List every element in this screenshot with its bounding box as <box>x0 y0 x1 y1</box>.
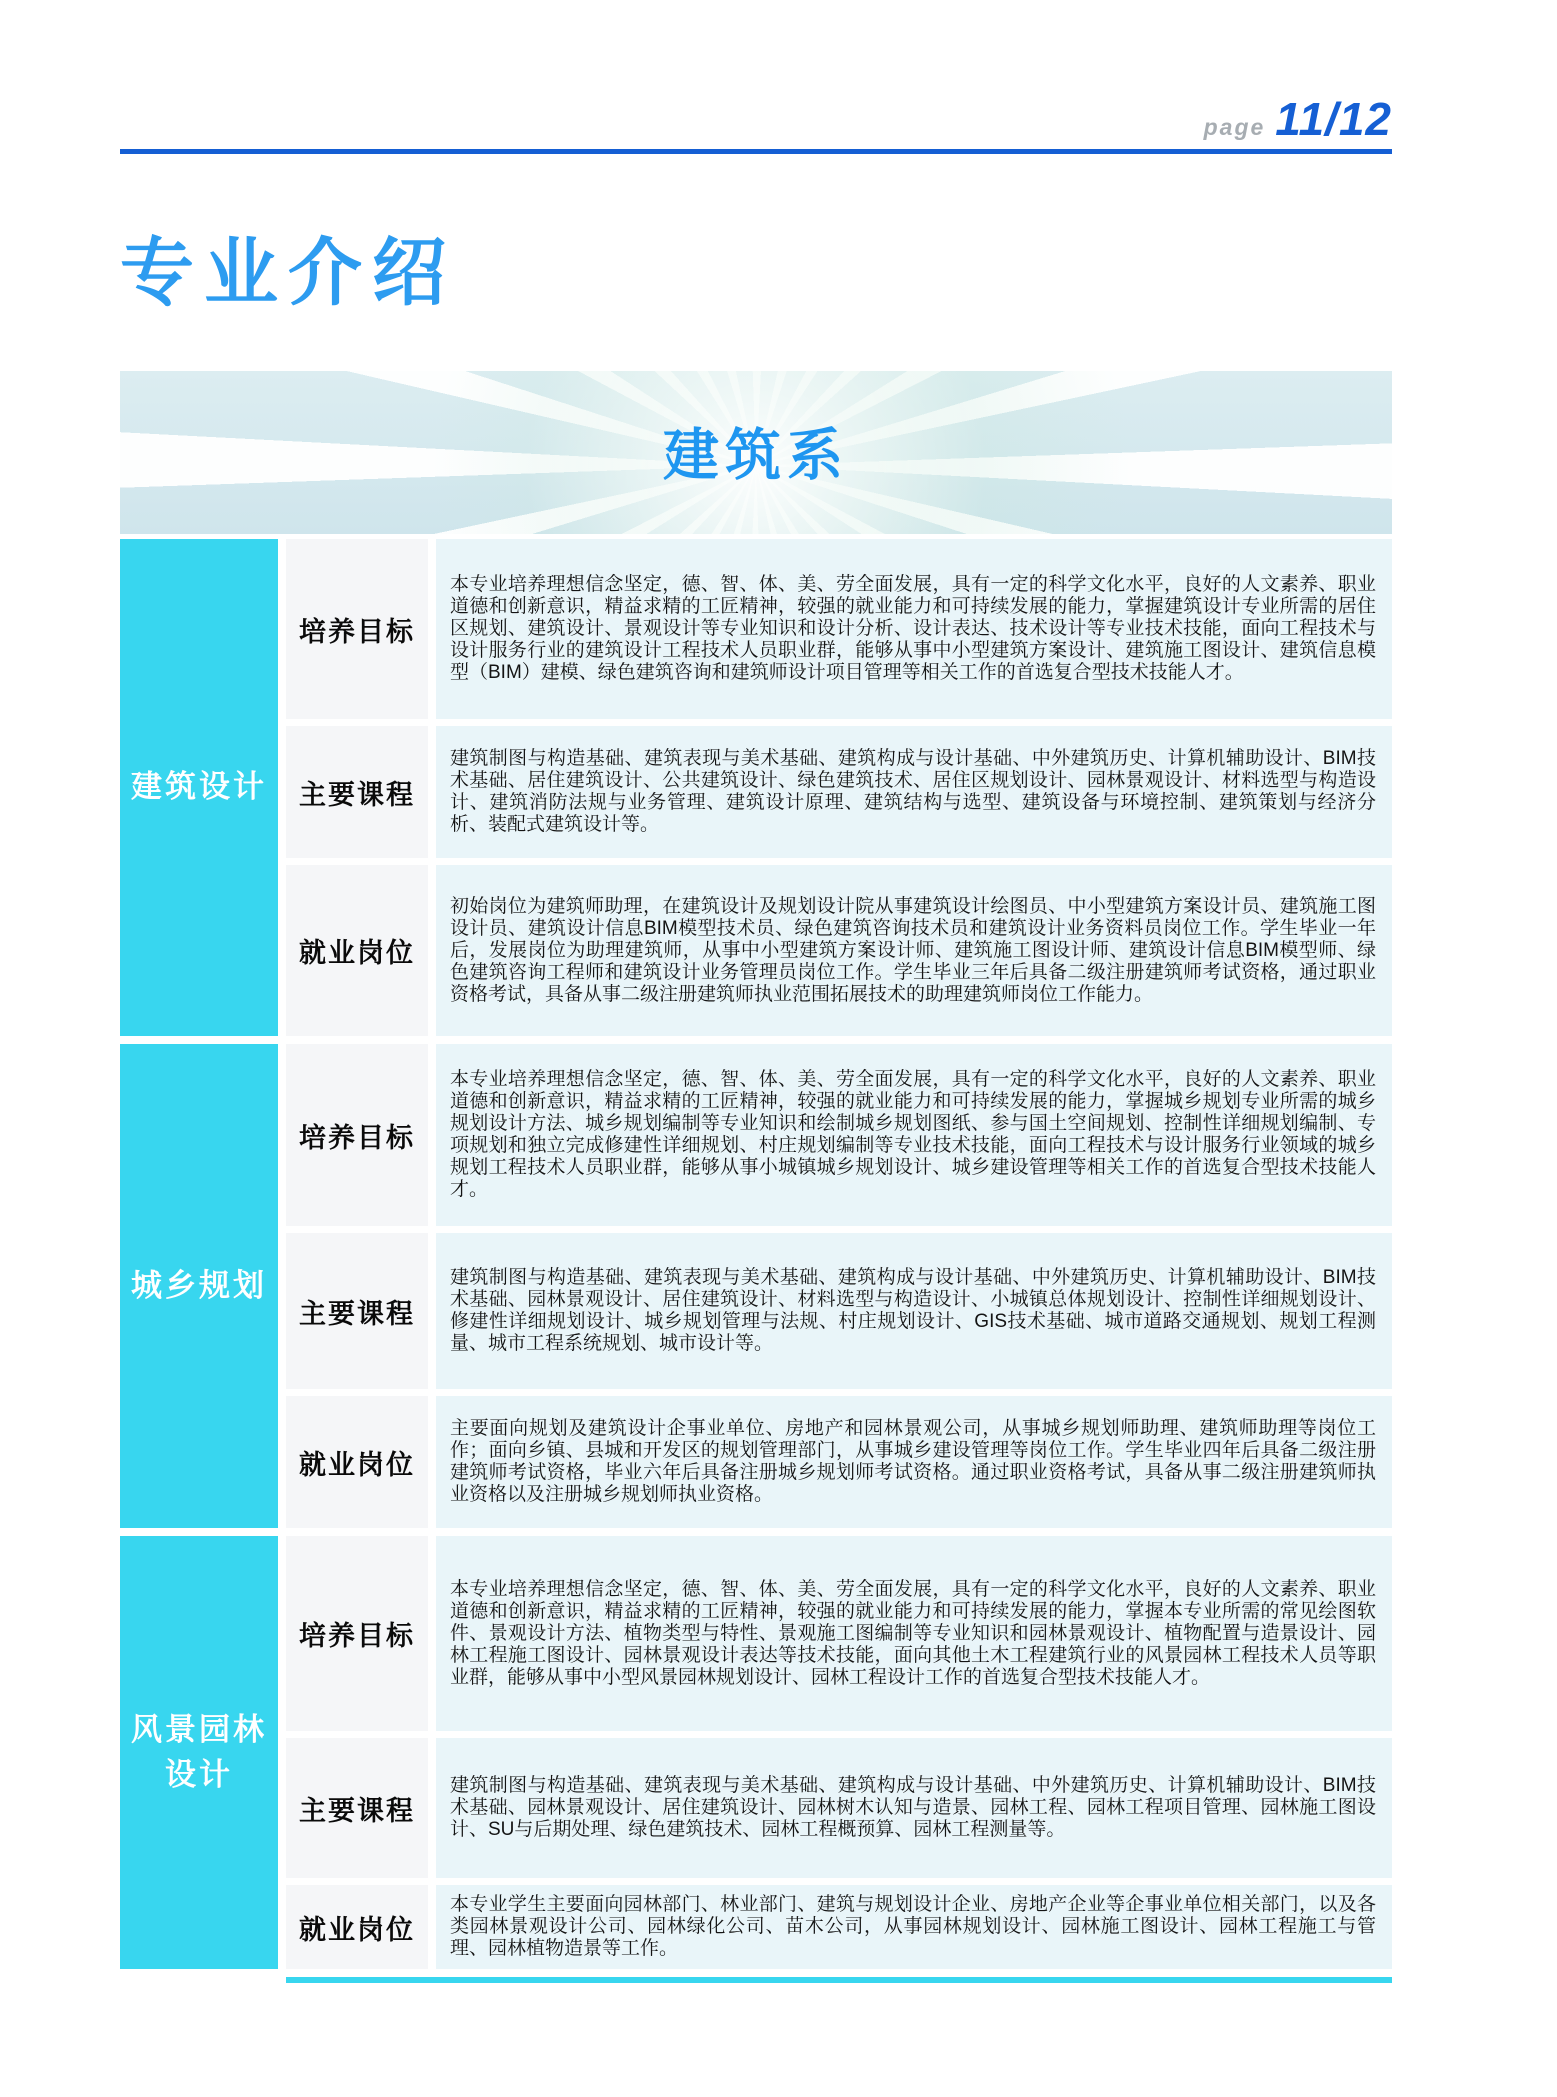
page-content <box>120 0 1392 1983</box>
department-banner <box>120 371 1392 534</box>
major-name: 城乡规划 <box>120 1044 278 1528</box>
header-divider <box>120 149 1392 154</box>
row-text-paragraph: 本专业培养理想信念坚定，德、智、体、美、劳全面发展，具有一定的科学文化水平，良好的人文素养、职业道德和创新意识，精益求精的工匠精神，较强的就业能力和可持续发展的能力，掌握本专业所需的常见绘图软件、景观设计方法、植物类型与特性、景观施工图编制等专业知识和园林景观设计、植物配置与造景设计、园林工程施工图设计、园林景观设计表达等技术技能，面向其他土木工程建筑行业的风景园林工程技术人员等职业群，能够从事中小型风景园林规划设计、园林工程设计工作的首选复合型技术技能人才。 <box>450 1578 1376 1688</box>
row-text-paragraph: 本专业学生主要面向园林部门、林业部门、建筑与规划设计企业、房地产企业等企事业单位相关部门，以及各类园林景观设计公司、园林绿化公司、苗木公司，从事园林规划设计、园林施工图设计、园林工程施工与管理、园林植物造景等工作。 <box>450 1894 1376 1960</box>
row-text <box>436 1044 1392 1226</box>
row-text <box>436 726 1392 858</box>
row-label: 培养目标 <box>286 1536 428 1731</box>
row-text-paragraph: 主要面向规划及建筑设计企事业单位、房地产和园林景观公司，从事城乡规划师助理、建筑师助理等岗位工作；面向乡镇、县城和开发区的规划管理部门，从事城乡建设管理等岗位工作。学生毕业四年后具备二级注册建筑师考试资格，毕业六年后具备注册城乡规划师考试资格。通过职业资格考试，具备从事二级注册建筑师执业资格以及注册城乡规划师执业资格。 <box>450 1418 1376 1506</box>
row-text <box>436 865 1392 1036</box>
major-name: 风景园林设计 <box>120 1536 278 1969</box>
row-label: 主要课程 <box>286 1738 428 1878</box>
row-label: 主要课程 <box>286 726 428 858</box>
department-banner-title: 建筑系 <box>663 423 849 487</box>
table-bottom-accent-line <box>286 1977 1392 1983</box>
row-text-paragraph: 建筑制图与构造基础、建筑表现与美术基础、建筑构成与设计基础、中外建筑历史、计算机辅助设计、BIM技术基础、居住建筑设计、公共建筑设计、绿色建筑技术、居住区规划设计、园林景观设计、材料选型与构造设计、建筑消防法规与业务管理、建筑设计原理、建筑结构与选型、建筑设备与环境控制、建筑策划与经济分析、装配式建筑设计等。 <box>450 748 1376 836</box>
major-section-urban-rural-planning <box>120 1044 1392 1528</box>
row-text-paragraph: 本专业培养理想信念坚定，德、智、体、美、劳全面发展，具有一定的科学文化水平，良好的人文素养、职业道德和创新意识，精益求精的工匠精神，较强的就业能力和可持续发展的能力，掌握城乡规划专业所需的城乡规划设计方法、城乡规划编制等专业知识和绘制城乡规划图纸、参与国土空间规划、控制性详细规划编制、专项规划和独立完成修建性详细规划、村庄规划编制等专业技术技能，面向工程技术与设计服务行业领域的城乡规划工程技术人员职业群，能够从事小城镇城乡规划设计、城乡建设管理等相关工作的首选复合型技术技能人才。 <box>450 1069 1376 1201</box>
row-text-paragraph: 建筑制图与构造基础、建筑表现与美术基础、建筑构成与设计基础、中外建筑历史、计算机辅助设计、BIM技术基础、园林景观设计、居住建筑设计、材料选型与构造设计、小城镇总体规划设计、控制性详细规划设计、修建性详细规划设计、城乡规划管理与法规、村庄规划设计、GIS技术基础、城市道路交通规划、规划工程测量、城市工程系统规划、城市设计等。 <box>450 1267 1376 1355</box>
major-section-architecture-design <box>120 539 1392 1036</box>
majors-table <box>120 539 1392 1983</box>
row-text-paragraph: 建筑制图与构造基础、建筑表现与美术基础、建筑构成与设计基础、中外建筑历史、计算机辅助设计、BIM技术基础、园林景观设计、居住建筑设计、园林树木认知与造景、园林工程、园林工程项目管理、园林施工图设计、SU与后期处理、绿色建筑技术、园林工程概预算、园林工程测量等。 <box>450 1775 1376 1841</box>
row-text <box>436 1536 1392 1731</box>
row-text-paragraph: 初始岗位为建筑师助理，在建筑设计及规划设计院从事建筑设计绘图员、中小型建筑方案设计员、建筑施工图设计员、建筑设计信息BIM模型技术员、绿色建筑咨询技术员和建筑设计业务资料员岗位工作。学生毕业一年后，发展岗位为助理建筑师，从事中小型建筑方案设计师、建筑施工图设计师、建筑设计信息BIM模型师、绿色建筑咨询工程师和建筑设计业务管理员岗位工作。学生毕业三年后具备二级注册建筑师考试资格，通过职业资格考试，具备从事二级注册建筑师执业范围拓展技术的助理建筑师岗位工作能力。 <box>450 895 1376 1005</box>
page-label: page <box>1203 114 1266 140</box>
row-label: 主要课程 <box>286 1233 428 1389</box>
row-label: 就业岗位 <box>286 1396 428 1528</box>
page-number: 11/12 <box>1275 93 1392 145</box>
row-label: 就业岗位 <box>286 1885 428 1969</box>
page-title: 专业介绍 <box>120 231 456 314</box>
row-label: 培养目标 <box>286 1044 428 1226</box>
row-label: 就业岗位 <box>286 865 428 1036</box>
row-text <box>436 539 1392 719</box>
row-text <box>436 1233 1392 1389</box>
page-header <box>120 0 1392 146</box>
major-section-landscape-architecture <box>120 1536 1392 1969</box>
row-text <box>436 1396 1392 1528</box>
row-text-paragraph: 本专业培养理想信念坚定，德、智、体、美、劳全面发展，具有一定的科学文化水平，良好的人文素养、职业道德和创新意识，精益求精的工匠精神，较强的就业能力和可持续发展的能力，掌握建筑设计专业所需的居住区规划、建筑设计、景观设计等专业知识和设计分析、设计表达、技术设计等专业技术技能，面向工程技术与设计服务行业的建筑设计工程技术人员职业群，能够从事中小型建筑方案设计、建筑施工图设计、建筑信息模型（BIM）建模、绿色建筑咨询和建筑师设计项目管理等相关工作的首选复合型技术技能人才。 <box>450 574 1376 684</box>
row-text <box>436 1738 1392 1878</box>
row-label: 培养目标 <box>286 539 428 719</box>
row-text <box>436 1885 1392 1969</box>
major-name: 建筑设计 <box>120 539 278 1036</box>
